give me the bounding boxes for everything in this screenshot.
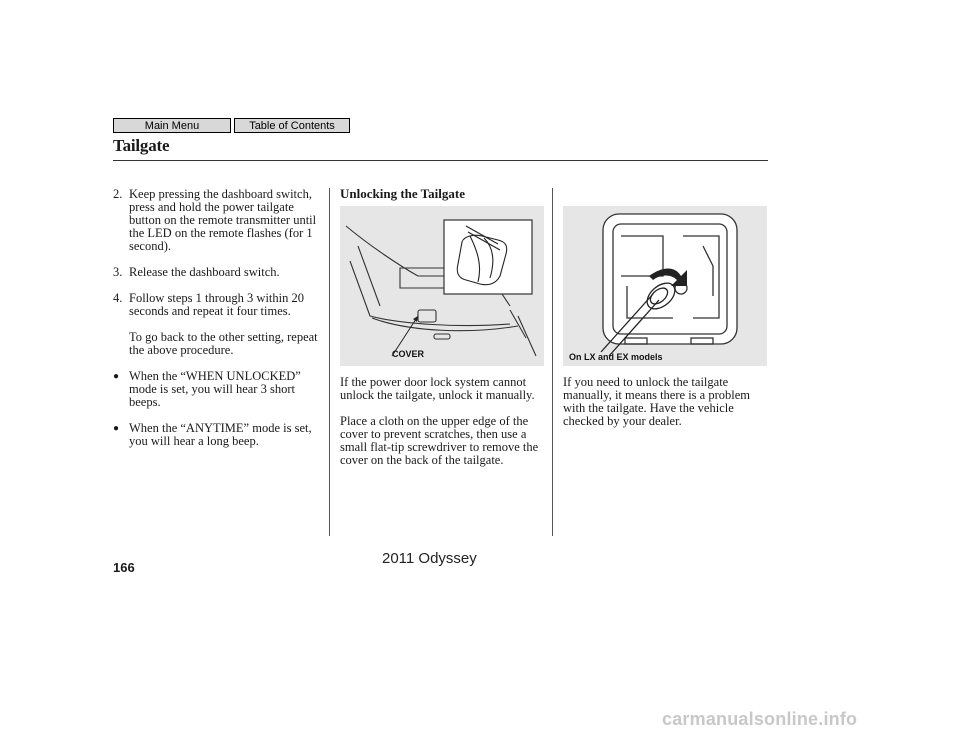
paragraph: Place a cloth on the upper edge of the cover to prevent scratches, then use a small flat-tip screwdriver to remove the cover on the back of the tailgate. [340, 414, 539, 467]
main-menu-button[interactable]: Main Menu [113, 118, 231, 133]
bullet-item: ● When the “ANYTIME” mode is set, you will hear a long beep. [113, 421, 312, 448]
subsection-heading: Unlocking the Tailgate [340, 186, 465, 201]
paragraph: If you need to unlock the tailgate manually, it means there is a problem with the tailgate. Have the vehicle checked by your dealer. [563, 375, 750, 428]
model-name: 2011 Odyssey [382, 550, 477, 567]
section-title: Tailgate [113, 136, 170, 155]
bullet-icon: ● [113, 423, 120, 434]
paragraph: If the power door lock system cannot unlock the tailgate, unlock it manually. [340, 375, 535, 402]
bullet-item: ● When the “WHEN UNLOCKED” mode is set, you will hear 3 short beeps. [113, 369, 301, 409]
step-number: 2. [113, 187, 123, 201]
dealer-note-column [563, 376, 769, 428]
bullet-icon: ● [113, 371, 120, 382]
figure-caption-label: On LX and EX models [569, 352, 663, 362]
step-item [113, 188, 318, 253]
instructions-column [113, 188, 318, 448]
step-number: 4. [113, 291, 123, 305]
step-text: Release the dashboard switch. [129, 265, 280, 279]
site-watermark: carmanualsonline.info [662, 709, 858, 729]
step-text: Follow steps 1 through 3 within 20 seconds and repeat it four times. [129, 291, 305, 318]
unlock-instructions-column [340, 376, 548, 467]
step-number: 3. [113, 265, 123, 279]
table-of-contents-button[interactable]: Table of Contents [234, 118, 350, 133]
figure-callout-label: COVER [392, 349, 425, 359]
column-divider [552, 188, 553, 536]
step-text: Keep pressing the dashboard switch, press and hold the power tailgate button on the remote transmitter until the LED on the remote flashes (for 1 second). [129, 187, 317, 253]
page-number: 166 [113, 560, 135, 575]
step-item [113, 292, 318, 318]
title-divider [113, 160, 768, 161]
tailgate-release-illustration [563, 206, 767, 366]
other-setting-note: To go back to the other setting, repeat the above procedure. [129, 330, 318, 357]
step-item [113, 266, 318, 279]
tailgate-cover-illustration [340, 206, 544, 366]
column-divider [329, 188, 330, 536]
